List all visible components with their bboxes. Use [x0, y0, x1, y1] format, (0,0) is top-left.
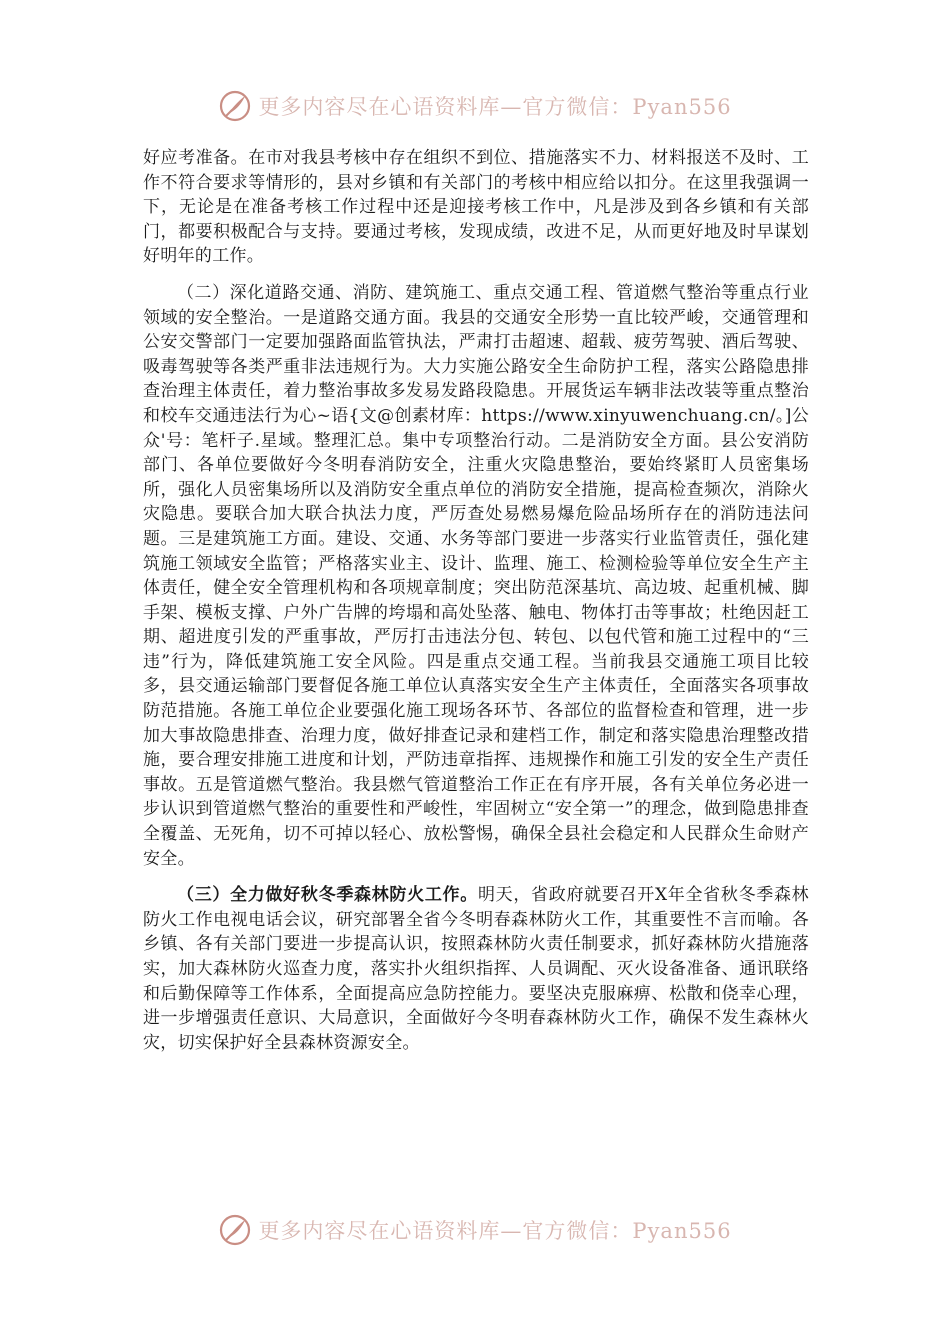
paragraph-forest-fire-body: 明天，省政府就要召开X年全省秋冬季森林防火工作电视电话会议，研究部署全省今冬明春森林防火工作，其重要性不言而喻。各乡镇、各有关部门要进一步提高认识，按照森林防火责任制要求，抓好森林防火措施落实，加大森林防火巡查力度，落实扑火组织指挥、人员调配、灭火设备准备、通讯联络和后勤保障等工作体系，全面提高应急防控能力。要坚决克服麻痹、松散和侥幸心理，进一步增强责任意识、大局意识，全面做好今冬明春森林防火工作，确保不发生森林火灾，切实保护好全县森林资源安全。 — [143, 885, 809, 1053]
paragraph-safety-rectification: （二）深化道路交通、消防、建筑施工、重点交通工程、管道燃气整治等重点行业领域的安全整治。一是道路交通方面。我县的交通安全形势一直比较严峻，交通管理和公安交警部门一定要加强路面监管执法，严肃打击超速、超载、疲劳驾驶、酒后驾驶、吸毒驾驶等各类严重非法违规行为。大力实施公路安全生命防护工程，落实公路隐患排查治理主体责任，着力整治事故多发易发路段隐患。开展货运车辆非法改装等重点整治和校车交通违法行为心~语{文@创素材库：https://www.xinyuwenchuang.cn/。]公众'号：笔杆子.星域。整理汇总。集中专项整治行动。二是消防安全方面。县公安消防部门、各单位要做好今冬明春消防安全，注重火灾隐患整治，要始终紧盯人员密集场所，强化人员密集场所以及消防安全重点单位的消防安全措施，提高检查频次，消除火灾隐患。要联合加大联合执法力度，严厉查处易燃易爆危险品场所存在的消防违法问题。三是建筑施工方面。建设、交通、水务等部门要进一步落实行业监管责任，强化建筑施工领域安全监管；严格落实业主、设计、监理、施工、检测检验等单位安全生产主体责任，健全安全管理机构和各项规章制度；突出防范深基坑、高边坡、起重机械、脚手架、模板支撑、户外广告牌的垮塌和高处坠落、触电、物体打击等事故；杜绝因赶工期、超进度引发的严重事故，严厉打击违法分包、转包、以包代管和施工过程中的“三违”行为，降低建筑施工安全风险。四是重点交通工程。当前我县交通施工项目比较多，县交通运输部门要督促各施工单位认真落实安全生产主体责任，全面落实各项事故防范措施。各施工单位企业要强化施工现场各环节、各部位的监督检查和管理，进一步加大事故隐患排查、治理力度，做好排查记录和建档工作，制定和落实隐患治理整改措施，要合理安排施工进度和计划，严防违章指挥、违规操作和施工引发的安全生产责任事故。五是管道燃气整治。我县燃气管道整治工作正在有序开展，各有关单位务必进一步认识到管道燃气整治的重要性和严峻性，牢固树立“安全第一”的理念，做到隐患排查全覆盖、无死角，切不可掉以轻心、放松警惕，确保全县社会稳定和人民群众生命财产安全。 — [143, 282, 809, 869]
footer-watermark-banner — [0, 1210, 950, 1250]
document-body — [143, 146, 809, 1055]
header-watermark-banner — [0, 86, 950, 126]
footer-watermark-text: 更多内容尽在心语资料库—官方微信：Pyan556 — [258, 1219, 732, 1243]
section-heading-forest-fire: （三）全力做好秋冬季森林防火工作。 — [177, 885, 478, 906]
paragraph-exam-preparation: 好应考准备。在市对我县考核中存在组织不到位、措施落实不力、材料报送不及时、工作不符合要求等情形的，县对乡镇和有关部门的考核中相应给以扣分。在这里我强调一下，无论是在准备考核工作过程中还是迎接考核工作中，凡是涉及到各乡镇和有关部门，都要积极配合与支持。要通过考核，发现成绩，改进不足，从而更好地及时早谋划好明年的工作。 — [143, 148, 809, 267]
quill-logo-icon — [218, 1213, 252, 1247]
quill-logo-icon — [218, 89, 252, 123]
header-watermark-text: 更多内容尽在心语资料库—官方微信：Pyan556 — [258, 95, 732, 119]
paragraph-forest-fire-prevention — [143, 883, 809, 1055]
